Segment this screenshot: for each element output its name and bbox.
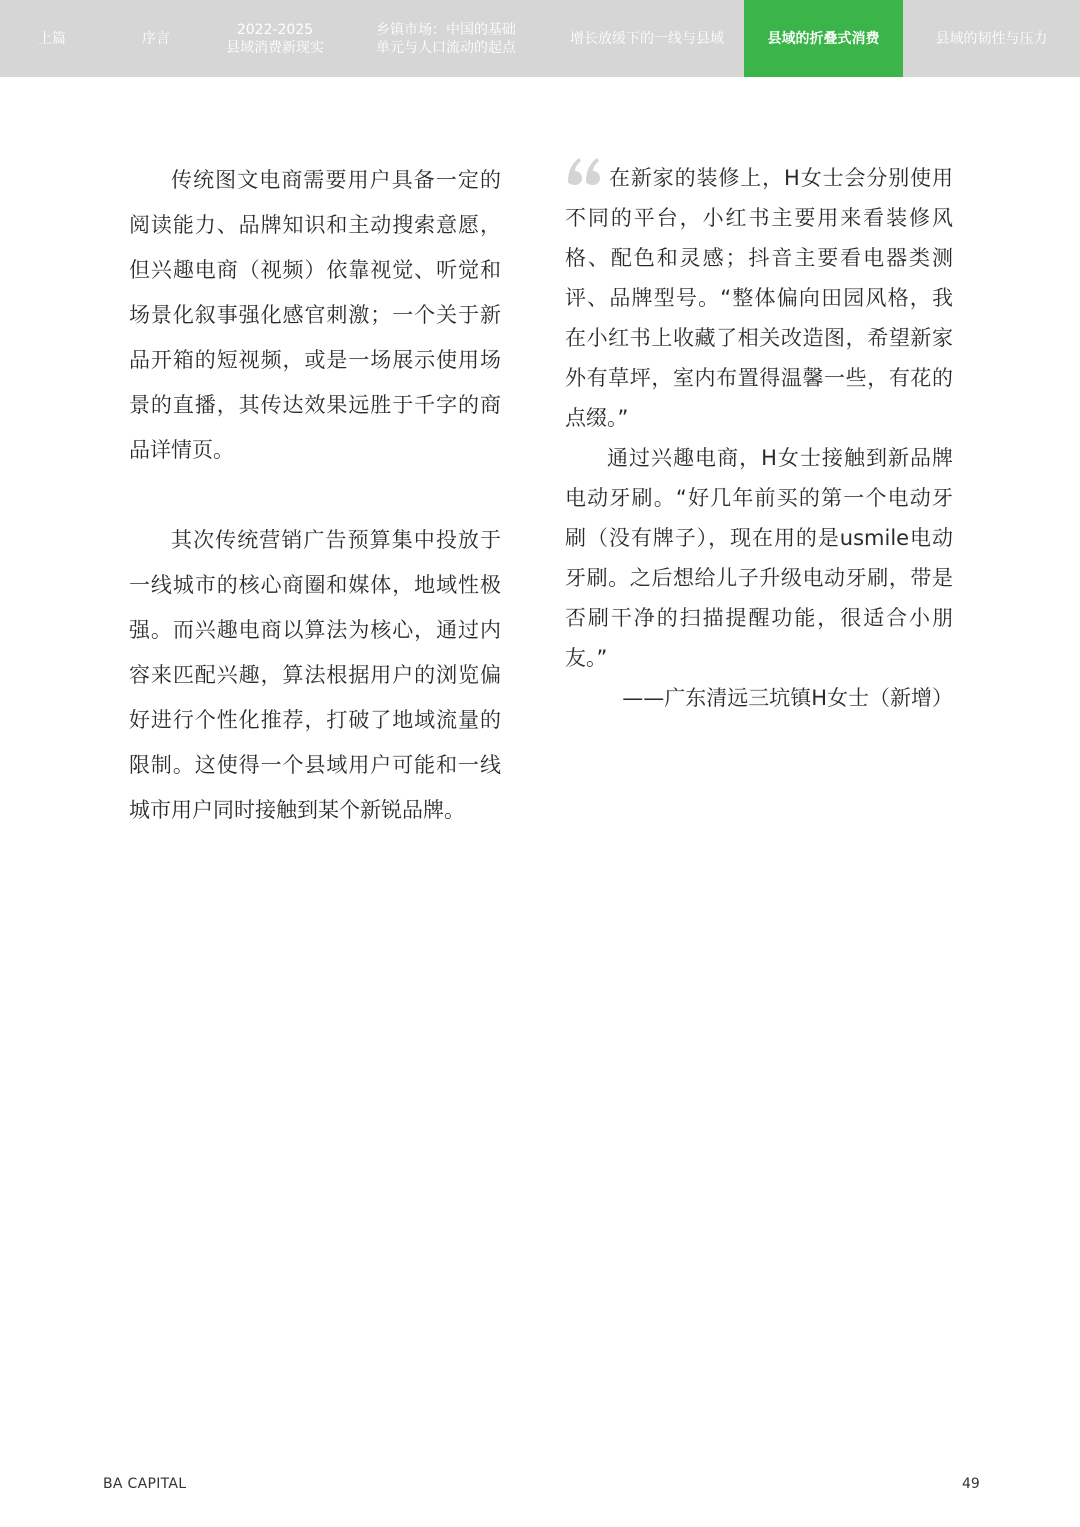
footer-brand: BA CAPITAL: [103, 1476, 187, 1492]
body-paragraph: 传统图文电商需要用户具备一定的阅读能力、品牌知识和主动搜索意愿，但兴趣电商（视频）依靠视觉、听觉和场景化叙事强化感官刺激；一个关于新品开箱的短视频，或是一场展示使用场景的直播，其传达效果远胜于千字的商品详情页。: [129, 168, 501, 462]
nav-tab-label: 2022-2025: [236, 21, 314, 38]
nav-tab-label: 序言: [142, 30, 170, 47]
body-paragraph: 其次传统营销广告预算集中投放于一线城市的核心商圈和媒体，地域性极强。而兴趣电商以算法为核心，通过内容来匹配兴趣，算法根据用户的浏览偏好进行个性化推荐，打破了地域流量的限制。这使得一个县域用户可能和一线城市用户同时接触到某个新锐品牌。: [129, 528, 501, 822]
nav-tab-preface[interactable]: [104, 0, 208, 77]
page-number: 49: [962, 1476, 980, 1492]
nav-tab-township-market[interactable]: [342, 0, 550, 77]
nav-tab-label: 县域的折叠式消费: [767, 30, 880, 47]
nav-tab-label: 增长放缓下的一线与县域: [570, 30, 724, 47]
quote-block: [565, 158, 953, 718]
quote-attribution: ——广东清远三坑镇H女士（新增）: [622, 686, 953, 710]
nav-tab-label: 上篇: [38, 30, 66, 47]
left-column: [129, 158, 501, 833]
nav-tab-label: 乡镇市场：中国的基础: [376, 21, 516, 38]
quote-paragraph: 通过兴趣电商，H女士接触到新品牌电动牙刷。“好几年前买的第一个电动牙刷（没有牌子），现在用的是usmile电动牙刷。之后想给儿子升级电动牙刷，带是否刷干净的扫描提醒功能，很适合小朋友。”: [565, 446, 953, 670]
nav-tab-resilience-pressure[interactable]: [903, 0, 1080, 77]
nav-tab-folded-consumption[interactable]: [744, 0, 903, 77]
nav-tab-part-one[interactable]: [0, 0, 104, 77]
nav-tab-label: 县域的韧性与压力: [935, 30, 1048, 47]
nav-tab-sublabel: 单元与人口流动的起点: [376, 39, 516, 56]
nav-tab-county-reality[interactable]: [208, 0, 342, 77]
quote-paragraph: 在新家的装修上，H女士会分别使用不同的平台，小红书主要用来看装修风格、配色和灵感；抖音主要看电器类测评、品牌型号。“整体偏向田园风格，我在小红书上收藏了相关改造图，希望新家外有草坪，室内布置得温馨一些，有花的点缀。”: [565, 166, 953, 430]
nav-tab-sublabel: 县域消费新现实: [226, 39, 324, 56]
top-navigation: [0, 0, 1080, 77]
nav-tab-growth-slowdown[interactable]: [550, 0, 744, 77]
